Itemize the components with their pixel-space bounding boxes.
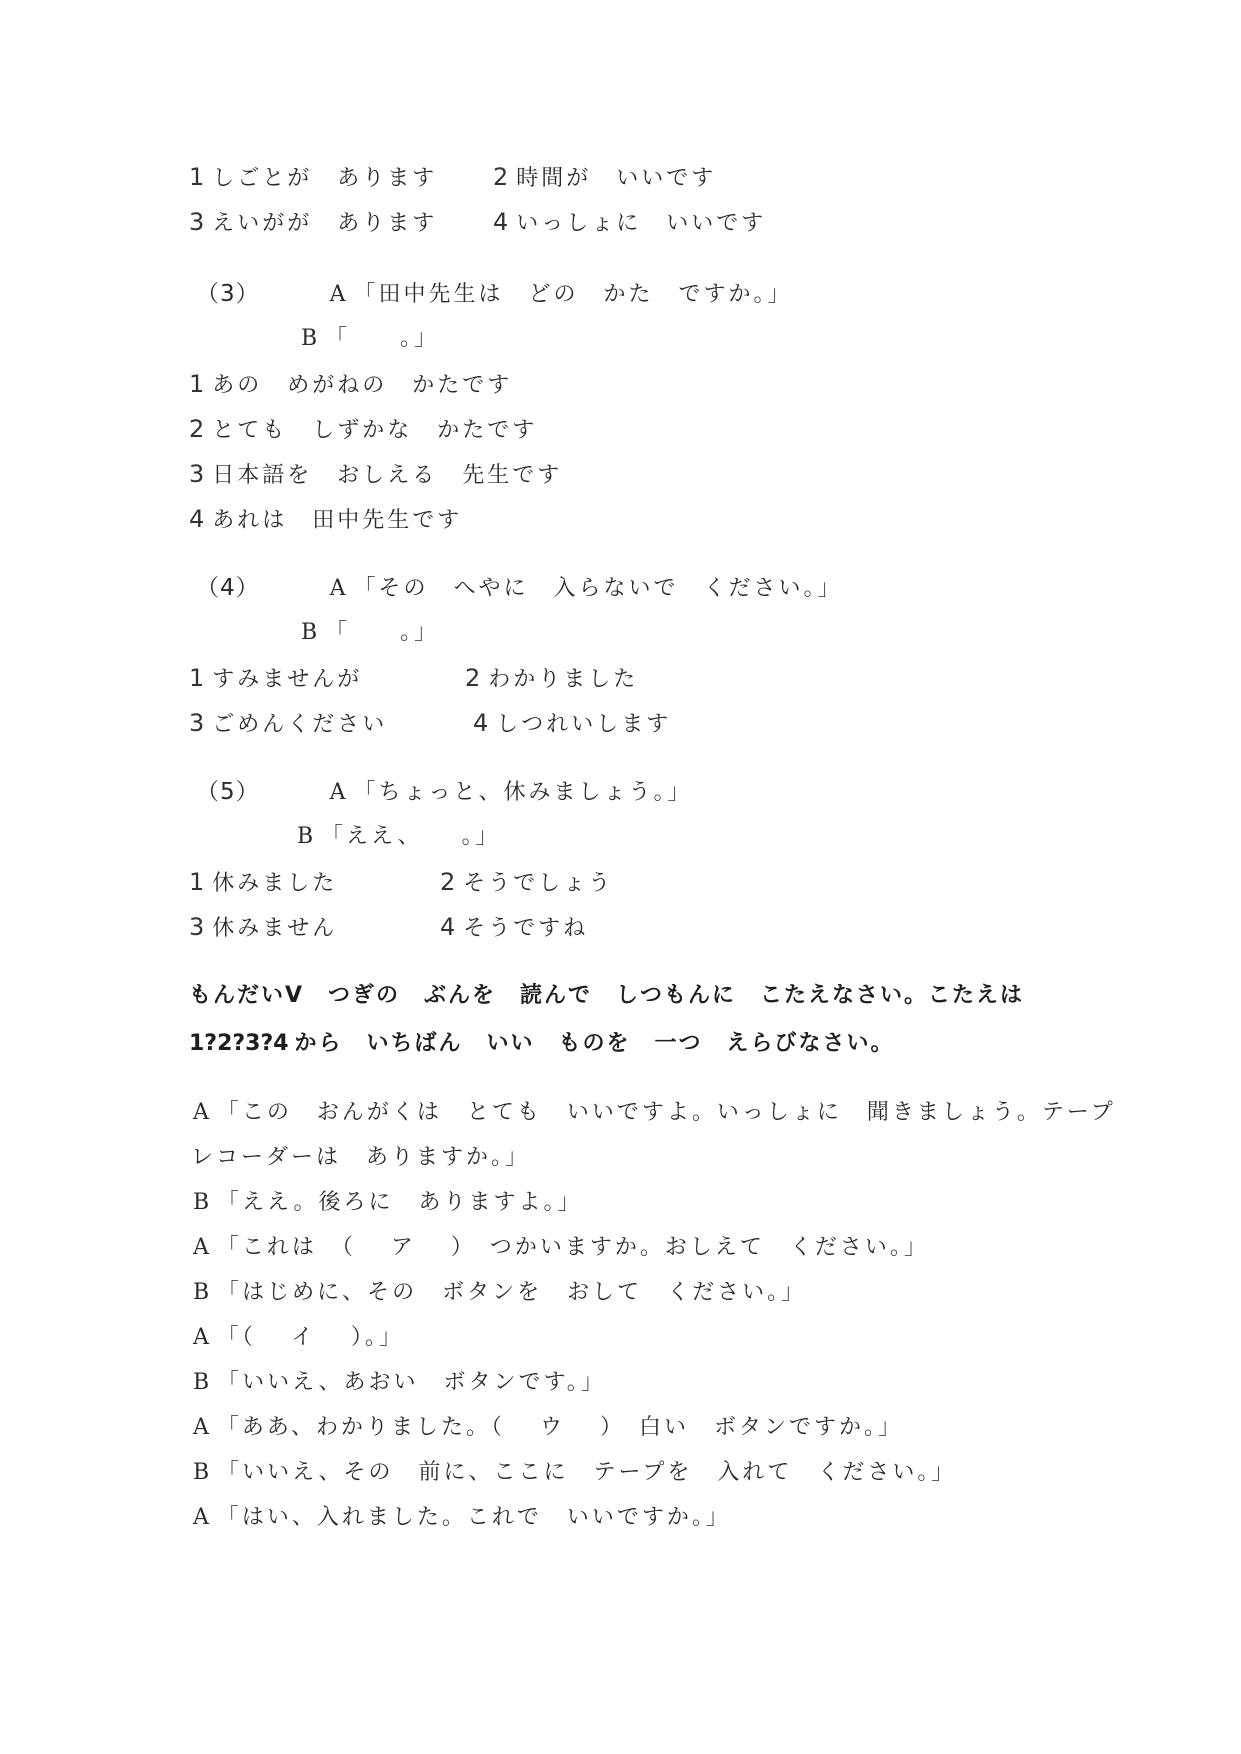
option-text: 休みました xyxy=(212,871,338,896)
dialogue-text: 「はじめに、その ボタンを おして ください。」 xyxy=(217,1280,807,1305)
q2-option-4 xyxy=(493,207,766,239)
option-text: そうですね xyxy=(463,916,589,941)
option-text: えいがが あります xyxy=(212,211,438,236)
speaker-label: B xyxy=(297,824,314,849)
q5-prompt-b xyxy=(297,822,501,852)
q3-option-1 xyxy=(189,369,512,401)
option-number: 3 xyxy=(189,913,205,941)
q3-prompt-b xyxy=(301,324,439,354)
option-text: ごめんください xyxy=(212,712,388,737)
q5-option-2 xyxy=(440,867,613,899)
dialogue-line xyxy=(193,1368,606,1398)
option-number: 3 xyxy=(189,208,205,236)
dialogue-line xyxy=(193,1458,956,1488)
option-text: 日本語を おしえる 先生です xyxy=(212,463,563,488)
speaker-label: B xyxy=(193,1280,210,1305)
dialogue-text: 「 。」 xyxy=(325,620,440,645)
dialogue-text: レコーダーは ありますか。」 xyxy=(191,1145,531,1170)
option-number: 1 xyxy=(189,370,205,398)
dialogue-text: 「この おんがくは とても いいですよ。いっしょに 聞きましょう。テープ xyxy=(216,1100,1116,1125)
option-text: しつれいします xyxy=(496,712,672,737)
dialogue-text: 「（ イ ）。」 xyxy=(216,1325,404,1350)
option-number: 3 xyxy=(189,460,205,488)
option-number: 2 xyxy=(465,664,481,692)
option-text: 休みません xyxy=(212,916,338,941)
q2-option-1 xyxy=(189,162,437,194)
dialogue-line xyxy=(193,1233,929,1263)
q4-prompt-b xyxy=(301,618,439,648)
dialogue-text: 「いいえ、その 前に、ここに テープを 入れて ください。」 xyxy=(217,1460,957,1485)
dialogue-line xyxy=(193,1323,404,1353)
option-text: あれは 田中先生です xyxy=(212,508,463,533)
speaker-label: A xyxy=(193,1325,209,1350)
option-number: 1 xyxy=(189,664,205,692)
q2-option-2 xyxy=(493,162,716,194)
question-number: （3） xyxy=(196,281,260,307)
q4-prompt-a xyxy=(196,573,843,604)
speaker-label: B xyxy=(193,1190,210,1215)
speaker-label: A xyxy=(193,1235,209,1260)
option-number: 4 xyxy=(189,505,205,533)
q2-option-3 xyxy=(189,207,437,239)
dialogue-line xyxy=(193,1413,903,1443)
dialogue-text: 「ええ。後ろに ありますよ。」 xyxy=(217,1190,583,1215)
dialogue-text: 「その へやに 入らないで ください。」 xyxy=(353,576,843,601)
speaker-label: A xyxy=(193,1100,209,1125)
option-text: しごとが あります xyxy=(212,166,438,191)
option-text: あの めがねの かたです xyxy=(212,373,513,398)
dialogue-text: 「ええ、 。」 xyxy=(321,824,501,849)
option-number: 1 xyxy=(189,868,205,896)
speaker-label: A xyxy=(329,576,346,601)
option-text: 時間が いいです xyxy=(516,166,717,191)
q4-option-2 xyxy=(465,663,638,695)
speaker-label: A xyxy=(193,1415,209,1440)
option-number: 2 xyxy=(189,415,205,443)
q3-prompt-a xyxy=(196,279,793,310)
option-number: 1 xyxy=(189,163,205,191)
option-number: 4 xyxy=(440,913,456,941)
q4-option-4 xyxy=(473,708,671,740)
option-text: すみませんが xyxy=(212,667,363,692)
section-5-instruction-line2 xyxy=(189,1029,895,1059)
option-text: いっしょに いいです xyxy=(516,211,767,236)
section-5-instruction-line1: もんだいⅤ つぎの ぶんを 読んで しつもんに こたえなさい。こたえは xyxy=(189,983,1025,1008)
dialogue-text: 「ちょっと、休みましょう。」 xyxy=(353,780,693,805)
option-number: 4 xyxy=(493,208,509,236)
q5-option-3 xyxy=(189,912,337,944)
dialogue-text: 「ああ、わかりました。（ ウ ） 白い ボタンですか。」 xyxy=(216,1415,903,1440)
q5-prompt-a xyxy=(196,777,693,808)
option-text: そうでしょう xyxy=(463,871,614,896)
q3-option-3 xyxy=(189,459,562,491)
option-text: とても しずかな かたです xyxy=(212,418,538,443)
option-number: 2 xyxy=(493,163,509,191)
dialogue-text: 「これは （ ア ） つかいますか。おしえて ください。」 xyxy=(216,1235,929,1260)
speaker-label: B xyxy=(301,326,318,351)
dialogue-line xyxy=(193,1098,1116,1128)
dialogue-line xyxy=(193,1278,806,1308)
dialogue-line xyxy=(191,1143,530,1173)
q3-option-4 xyxy=(189,504,462,536)
speaker-label: A xyxy=(329,282,346,307)
speaker-label: A xyxy=(193,1505,209,1530)
choice-range: 1?2?3?4 xyxy=(189,1031,289,1056)
dialogue-text: 「はい、入れました。これで いいですか。」 xyxy=(216,1505,731,1530)
option-text: わかりました xyxy=(488,667,639,692)
speaker-label: B xyxy=(193,1460,210,1485)
option-number: 4 xyxy=(473,709,489,737)
dialogue-text: 「 。」 xyxy=(325,326,440,351)
q3-option-2 xyxy=(189,414,537,446)
dialogue-line xyxy=(193,1188,583,1218)
question-number: （4） xyxy=(196,575,260,601)
dialogue-text: 「いいえ、あおい ボタンです。」 xyxy=(217,1370,606,1395)
speaker-label: B xyxy=(193,1370,210,1395)
option-number: 2 xyxy=(440,868,456,896)
q5-option-4 xyxy=(440,912,588,944)
q4-option-3 xyxy=(189,708,387,740)
option-number: 3 xyxy=(189,709,205,737)
dialogue-line xyxy=(193,1503,731,1533)
q4-option-1 xyxy=(189,663,362,695)
dialogue-text: 「田中先生は どの かた ですか。」 xyxy=(353,282,793,307)
instruction-text: から いちばん いい ものを 一つ えらびなさい。 xyxy=(294,1031,895,1056)
speaker-label: A xyxy=(329,780,346,805)
question-number: （5） xyxy=(196,779,260,805)
speaker-label: B xyxy=(301,620,318,645)
q5-option-1 xyxy=(189,867,337,899)
